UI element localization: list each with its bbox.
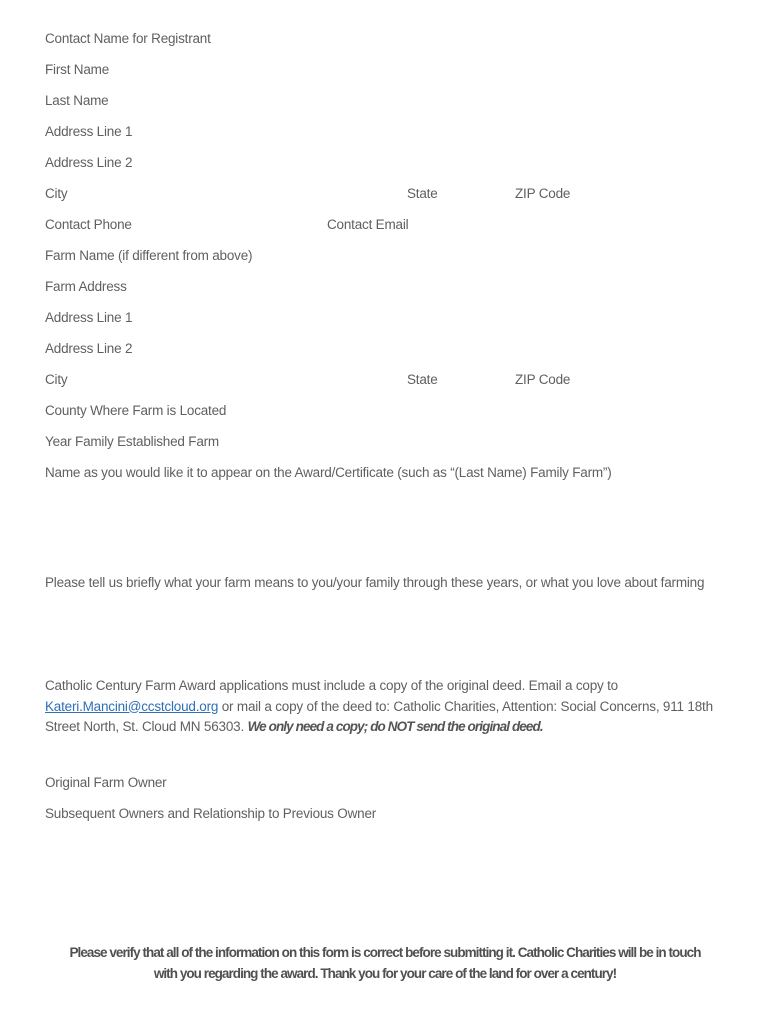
registrant-state-label: State xyxy=(407,186,438,201)
farm-city-label: City xyxy=(45,372,68,387)
county-label: County Where Farm is Located xyxy=(45,403,227,418)
farm-address-label: Farm Address xyxy=(45,279,127,294)
farm-address-line-1-label: Address Line 1 xyxy=(45,310,133,325)
registrant-city-label: City xyxy=(45,186,68,201)
farm-name-label: Farm Name (if different from above) xyxy=(45,248,253,263)
contact-name-label: Contact Name for Registrant xyxy=(45,31,211,46)
farm-state-label: State xyxy=(407,372,438,387)
closing-line-1: Please verify that all of the information on this form is correct before submitting it. Catholic Charities will be in touch xyxy=(69,945,701,960)
contact-phone-label: Contact Phone xyxy=(45,217,132,232)
closing-note xyxy=(40,942,730,984)
deed-intro-text: Catholic Century Farm Award applications must include a copy of the original deed. Email a copy to xyxy=(45,678,618,693)
deed-email-link[interactable]: Kateri.Mancini@ccstcloud.org xyxy=(45,698,219,714)
farm-zip-label: ZIP Code xyxy=(515,372,571,387)
registrant-address-line-2-label: Address Line 2 xyxy=(45,155,133,170)
original-owner-label: Original Farm Owner xyxy=(45,775,167,790)
registrant-zip-label: ZIP Code xyxy=(515,186,571,201)
contact-email-label: Contact Email xyxy=(327,217,409,232)
deed-mail-text: or mail a copy of the deed to: Catholic Charities, Attention: Social Concerns, 911 18th Street North, St. Cloud MN 56303. xyxy=(45,698,713,734)
farm-meaning-label: Please tell us briefly what your farm means to you/your family through these years, or what you love about farming xyxy=(45,575,705,590)
subsequent-owners-label: Subsequent Owners and Relationship to Previous Owner xyxy=(45,806,377,821)
last-name-label: Last Name xyxy=(45,93,109,108)
closing-line-2: with you regarding the award. Thank you for your care of the land for over a century! xyxy=(153,966,617,981)
award-name-label: Name as you would like it to appear on the Award/Certificate (such as “(Last Name) Family Farm”) xyxy=(45,465,612,480)
deed-instructions xyxy=(45,676,735,738)
deed-emphasis-text: We only need a copy; do NOT send the original deed. xyxy=(247,719,543,734)
registrant-address-line-1-label: Address Line 1 xyxy=(45,124,133,139)
first-name-label: First Name xyxy=(45,62,110,77)
farm-address-line-2-label: Address Line 2 xyxy=(45,341,133,356)
year-established-label: Year Family Established Farm xyxy=(45,434,219,449)
